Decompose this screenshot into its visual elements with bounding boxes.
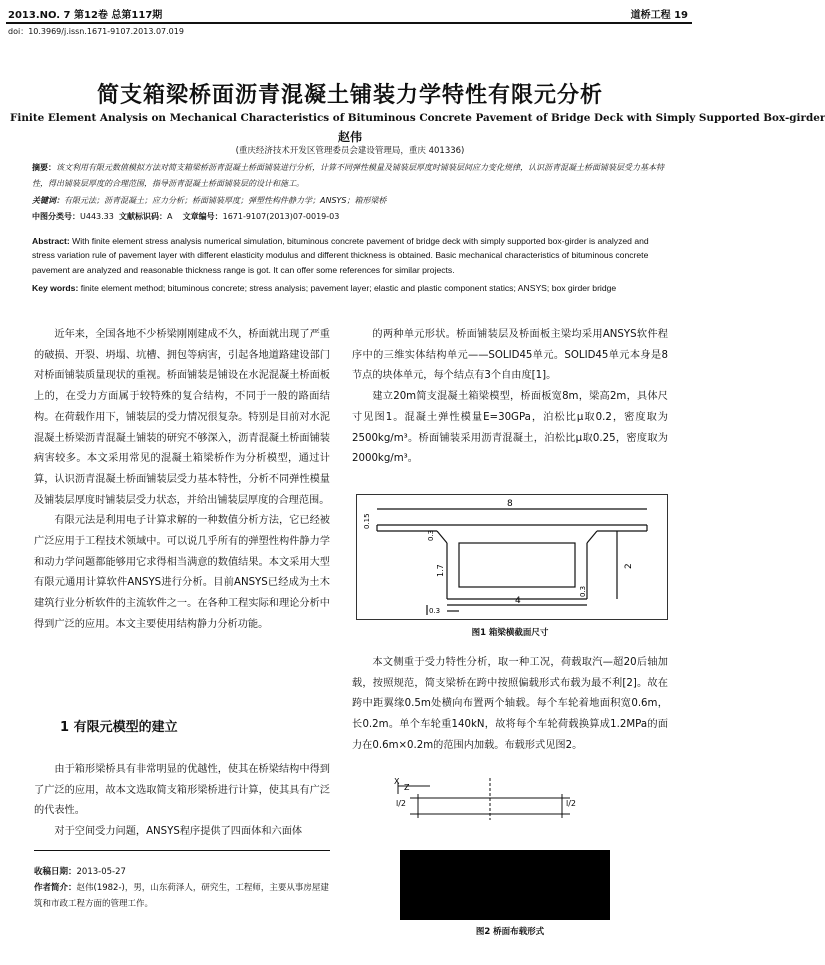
figure1-caption: 图1 箱梁横截面尺寸 bbox=[471, 628, 549, 638]
keywords-en bbox=[32, 281, 668, 295]
footnote bbox=[34, 864, 334, 912]
clc-label: 中图分类号： bbox=[32, 212, 80, 221]
axis-z-label: Z bbox=[404, 783, 410, 792]
journal-name-page: 道桥工程 19 bbox=[630, 10, 688, 21]
left-column-continued bbox=[34, 760, 330, 843]
dim-cantilever: 0.3 bbox=[429, 607, 441, 615]
author-bio: 赵伟(1982-)，男，山东荷泽人，研究生，工程师，主要从事房屋建筑和市政工程方面的管理工作。 bbox=[34, 883, 329, 909]
left-column bbox=[34, 325, 330, 636]
received-date: 2013-05-27 bbox=[76, 867, 126, 877]
section-heading: 1 有限元模型的建立 bbox=[60, 720, 178, 735]
paragraph: 的两种单元形状。桥面铺装层及桥面板主梁均采用ANSYS软件程序中的三维实体结构单元——SOLID45单元。SOLID45单元本身是8节点的块体单元，每个结点有3个自由度[1]。 bbox=[352, 329, 668, 382]
abstract-cn bbox=[32, 160, 668, 192]
footnote-rule bbox=[34, 850, 330, 851]
keywords-en-label: Key words: bbox=[32, 283, 79, 293]
author-bio-label: 作者简介： bbox=[34, 883, 77, 893]
dim-width-top: 8 bbox=[507, 499, 513, 509]
paper-title: 简支箱梁桥面沥青混凝土铺装力学特性有限元分析 bbox=[96, 83, 603, 108]
paragraph: 本文侧重于受力特性分析，取一种工况，荷载取汽—超20后轴加载，按照规范，简支梁桥在跨中按照偏载形式布载为最不利[2]。故在跨中距翼缘0.5m处横向布置两个轴载。每个车轮着地面积宽0.6m，长0.2m。单个车轮重140kN，故将每个车轮荷载换算成1.2MPa的面力在0.6m×0.2m的范围内加载。布载形式见图2。 bbox=[352, 657, 668, 751]
clc-value: U443.33 bbox=[80, 212, 114, 221]
keywords-cn bbox=[32, 193, 668, 208]
paper-title-en: Finite Element Analysis on Mechanical Characteristics of Bituminous Concrete Pavement of Bridge Deck with Simply Supported Box-girder bbox=[10, 112, 825, 124]
axis-x-label: X bbox=[394, 777, 400, 786]
abstract-en-text: With finite element stress analysis numerical simulation, bituminous concrete pavement of bridge deck with simply supported box-girder is analyzed and stress variation rule of pavement layer with different elasticity modulus and different thickness is obtained. Basic mechanical characteristics of bituminous concrete pavement are analyzed and reasonable thickness range is got. It can offer some references for similar projects. bbox=[32, 236, 649, 275]
figure2-image bbox=[400, 850, 610, 920]
half-span-right: l/2 bbox=[566, 799, 577, 808]
received-label: 收稿日期： bbox=[34, 867, 77, 877]
dim-bottom-thickness: 0.3 bbox=[579, 585, 587, 597]
figure1-drawing bbox=[357, 495, 667, 619]
half-span-left: l/2 bbox=[396, 799, 407, 808]
keywords-cn-text: 有限元法；沥青混凝土；应力分析；桥面铺装厚度；弹塑性构件静力学；ANSYS；箱形梁桥 bbox=[64, 196, 387, 205]
keywords-cn-label: 关键词： bbox=[32, 196, 64, 205]
dim-bottom-width: 4 bbox=[515, 596, 521, 606]
affiliation: (重庆经济技术开发区管理委员会建设管理局，重庆 401336) bbox=[235, 146, 465, 156]
dim-deck-thickness: 0.15 bbox=[363, 513, 371, 529]
header-rule bbox=[6, 22, 692, 24]
article-id-label: 文章编号： bbox=[182, 212, 223, 221]
right-column-continued bbox=[352, 653, 668, 757]
article-id-value: 1671-9107(2013)07-0019-03 bbox=[222, 212, 340, 221]
figure2-caption: 图2 桥面布载形式 bbox=[475, 927, 545, 937]
dim-height: 2 bbox=[624, 563, 634, 569]
abstract-cn-label: 摘要： bbox=[32, 163, 56, 172]
doc-code-label: 文献标识码： bbox=[118, 212, 167, 221]
doi: doi：10.3969/j.issn.1671-9107.2013.07.019 bbox=[8, 27, 184, 36]
paragraph: 由于箱形梁桥具有非常明显的优越性，使其在桥梁结构中得到了广泛的应用，故本文选取简支箱形梁桥进行计算，使其具有广泛的代表性。 bbox=[34, 764, 330, 817]
journal-issue: 2013.NO. 7 第12卷 总第117期 bbox=[8, 10, 163, 21]
keywords-en-text: finite element method; bituminous concrete; stress analysis; pavement layer; elastic and plastic component statics; ANSYS; box girder bridge bbox=[80, 283, 617, 293]
doc-code-value: A bbox=[166, 212, 173, 221]
paragraph: 建立20m简支混凝土箱梁模型，桥面板宽8m，梁高2m，具体尺寸见图1。混凝土弹性模量E=30GPa，泊松比μ取0.2，密度取为2500kg/m³。桥面铺装采用沥青混凝土，泊松比μ取0.25，密度取为2000kg/m³。 bbox=[352, 391, 668, 465]
paragraph: 有限元法是利用电子计算求解的一种数值分析方法，它已经被广泛应用于工程技术领域中。可以说几乎所有的弹塑性构件静力学和动力学问题都能够用它求得相当满意的数值结果。本文采用大型有限元通用计算软件ANSYS进行分析。目前ANSYS已经成为土木建筑行业分析软件的主流软件之一。在各种工程实际和理论分析中得到广泛的应用。本文主要使用结构静力分析功能。 bbox=[34, 515, 330, 630]
right-column bbox=[352, 325, 668, 470]
figure2-load-layout bbox=[390, 776, 590, 822]
abstract-en bbox=[32, 234, 668, 277]
abstract-cn-text: 该文利用有限元数值模拟方法对简支箱梁桥沥青混凝土桥面铺装进行分析，计算不同弹性模量及铺装层厚度时铺装层间应力变化规律，认识沥青混凝土桥面铺装层受力基本特性，得出铺装层厚度的合理范围，指导沥青混凝土桥面铺装层的设计和施工。 bbox=[32, 163, 664, 188]
abstract-en-label: Abstract: bbox=[32, 236, 70, 246]
dim-web-height: 1.7 bbox=[436, 564, 445, 577]
dim-flange: 0.3 bbox=[427, 529, 435, 541]
paragraph: 对于空间受力问题，ANSYS程序提供了四面体和六面体 bbox=[54, 826, 303, 838]
figure1-box-girder-section bbox=[356, 494, 668, 620]
figure2-drawing bbox=[390, 776, 590, 822]
classification bbox=[32, 210, 668, 224]
paragraph: 近年来，全国各地不少桥梁刚刚建成不久，桥面就出现了严重的破损、开裂、坍塌、坑槽、拥包等病害，引起各地道路建设部门对桥面铺装质量现状的重视。桥面铺装是铺设在水泥混凝土桥面板上的，在受力方面属于较特殊的复合结构，不同于一般的路面结构。在荷载作用下，铺装层的受力情况很复杂。特别是目前对水泥混凝土桥梁沥青混凝土铺装的研究不够深入，沥青混凝土桥面铺装病害较多。本文采用常见的混凝土箱梁桥作为分析模型，通过计算，认识沥青混凝土桥面铺装层受力基本特性，分析不同弹性模量及铺装层厚度时铺装层受力状态，并给出铺装层厚度的合理范围。 bbox=[34, 329, 330, 506]
author-name: 赵伟 bbox=[337, 130, 362, 144]
